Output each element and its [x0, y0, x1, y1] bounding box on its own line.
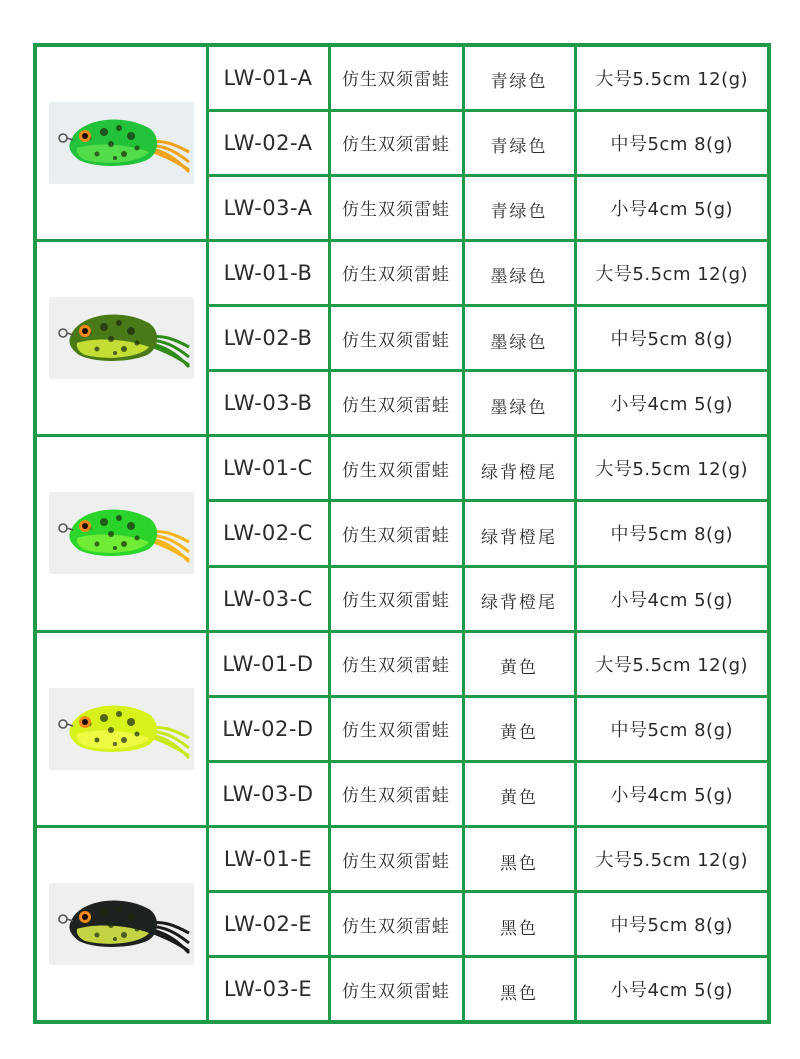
product-code: LW-02-E	[207, 892, 329, 957]
product-size-weight: 大号5.5cm 12(g)	[575, 631, 769, 696]
product-size-weight: 小号4cm 5(g)	[575, 175, 769, 240]
product-color: 墨绿色	[463, 306, 575, 371]
product-name: 仿生双须雷蛙	[329, 892, 463, 957]
product-code: LW-02-B	[207, 306, 329, 371]
product-color: 黑色	[463, 957, 575, 1022]
product-size-weight: 中号5cm 8(g)	[575, 110, 769, 175]
product-name: 仿生双须雷蛙	[329, 306, 463, 371]
product-spec-table	[33, 43, 771, 1024]
table-row	[35, 240, 769, 305]
product-color: 黄色	[463, 696, 575, 761]
product-name: 仿生双须雷蛙	[329, 566, 463, 631]
product-size-weight: 小号4cm 5(g)	[575, 371, 769, 436]
green-frog-lure-photo	[49, 102, 194, 184]
product-size-weight: 中号5cm 8(g)	[575, 306, 769, 371]
product-color: 黑色	[463, 892, 575, 957]
product-color: 青绿色	[463, 175, 575, 240]
product-size-weight: 大号5.5cm 12(g)	[575, 240, 769, 305]
product-color: 绿背橙尾	[463, 566, 575, 631]
yellow-frog-lure-photo	[49, 688, 194, 770]
product-color: 黑色	[463, 827, 575, 892]
product-name: 仿生双须雷蛙	[329, 761, 463, 826]
product-size-weight: 大号5.5cm 12(g)	[575, 436, 769, 501]
product-color: 青绿色	[463, 45, 575, 110]
product-name: 仿生双须雷蛙	[329, 45, 463, 110]
table-row	[35, 631, 769, 696]
green-back-orange-tail-frog-lure-photo	[49, 492, 194, 574]
product-photo-cell	[35, 631, 207, 826]
product-code: LW-01-B	[207, 240, 329, 305]
product-color: 墨绿色	[463, 371, 575, 436]
product-code: LW-03-C	[207, 566, 329, 631]
product-code: LW-03-A	[207, 175, 329, 240]
product-code: LW-01-E	[207, 827, 329, 892]
product-code: LW-03-B	[207, 371, 329, 436]
product-code: LW-01-C	[207, 436, 329, 501]
product-photo-cell	[35, 240, 207, 435]
black-frog-lure-photo	[49, 883, 194, 965]
product-name: 仿生双须雷蛙	[329, 175, 463, 240]
product-size-weight: 中号5cm 8(g)	[575, 696, 769, 761]
product-photo-cell	[35, 827, 207, 1023]
product-size-weight: 小号4cm 5(g)	[575, 957, 769, 1022]
product-name: 仿生双须雷蛙	[329, 957, 463, 1022]
product-name: 仿生双须雷蛙	[329, 110, 463, 175]
product-name: 仿生双须雷蛙	[329, 696, 463, 761]
product-color: 青绿色	[463, 110, 575, 175]
product-size-weight: 大号5.5cm 12(g)	[575, 827, 769, 892]
product-size-weight: 小号4cm 5(g)	[575, 761, 769, 826]
table-row	[35, 827, 769, 892]
product-photo-cell	[35, 436, 207, 631]
product-photo-cell	[35, 45, 207, 240]
product-code: LW-02-A	[207, 110, 329, 175]
product-name: 仿生双须雷蛙	[329, 827, 463, 892]
product-size-weight: 大号5.5cm 12(g)	[575, 45, 769, 110]
product-name: 仿生双须雷蛙	[329, 436, 463, 501]
product-code: LW-02-D	[207, 696, 329, 761]
product-size-weight: 中号5cm 8(g)	[575, 501, 769, 566]
product-color: 黄色	[463, 631, 575, 696]
product-color: 黄色	[463, 761, 575, 826]
table-row	[35, 45, 769, 110]
dark-green-frog-lure-photo	[49, 297, 194, 379]
table-row	[35, 436, 769, 501]
product-size-weight: 小号4cm 5(g)	[575, 566, 769, 631]
product-code: LW-02-C	[207, 501, 329, 566]
product-name: 仿生双须雷蛙	[329, 631, 463, 696]
product-size-weight: 中号5cm 8(g)	[575, 892, 769, 957]
product-color: 墨绿色	[463, 240, 575, 305]
product-name: 仿生双须雷蛙	[329, 501, 463, 566]
product-code: LW-03-D	[207, 761, 329, 826]
product-color: 绿背橙尾	[463, 501, 575, 566]
product-color: 绿背橙尾	[463, 436, 575, 501]
product-code: LW-03-E	[207, 957, 329, 1022]
product-name: 仿生双须雷蛙	[329, 240, 463, 305]
product-name: 仿生双须雷蛙	[329, 371, 463, 436]
product-code: LW-01-A	[207, 45, 329, 110]
product-code: LW-01-D	[207, 631, 329, 696]
